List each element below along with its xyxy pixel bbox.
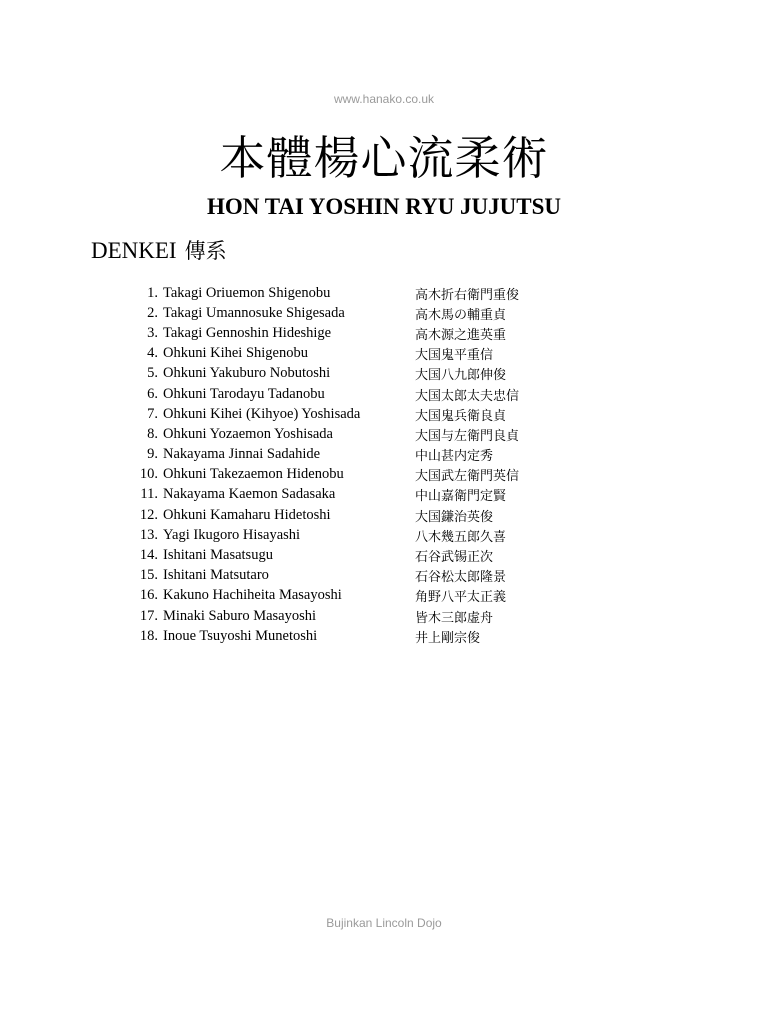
lineage-name-kanji: 大国武左衛門英信 [415, 469, 520, 485]
lineage-name-romaji: Takagi Gennoshin Hideshige [163, 324, 332, 341]
lineage-row [128, 404, 519, 424]
header-url: www.hanako.co.uk [333, 92, 435, 106]
lineage-name-kanji: 大国鬼平重信 [415, 348, 494, 364]
lineage-name-romaji: Inoue Tsuyoshi Munetoshi [163, 627, 318, 644]
lineage-name-kanji: 皆木三郎虚舟 [415, 610, 494, 626]
lineage-number: 15. [139, 567, 158, 584]
lineage-name-romaji: Minaki Saburo Masayoshi [163, 607, 317, 624]
lineage-row [128, 586, 519, 606]
lineage-name-romaji: Ohkuni Kihei (Kihyoe) Yoshisada [163, 405, 361, 422]
lineage-list [128, 283, 519, 646]
lineage-name-romaji: Ishitani Masatsugu [163, 547, 273, 564]
lineage-name-kanji: 大国鎌治英俊 [415, 509, 494, 525]
lineage-name-kanji: 高木折右衛門重俊 [415, 287, 520, 303]
lineage-number: 13. [139, 526, 158, 543]
lineage-name-romaji: Ohkuni Yozaemon Yoshisada [163, 425, 333, 442]
lineage-row [128, 525, 519, 545]
lineage-name-romaji: Nakayama Kaemon Sadasaka [163, 486, 336, 503]
lineage-name-kanji: 石谷松太郎隆景 [415, 570, 507, 586]
lineage-number: 5. [147, 365, 158, 382]
lineage-row [128, 566, 519, 586]
lineage-row [128, 424, 519, 444]
lineage-number: 10. [139, 466, 158, 483]
lineage-row [128, 545, 519, 565]
page-title-kanji: 本體楊心流柔術 [219, 131, 549, 185]
lineage-row [128, 364, 519, 384]
lineage-number: 4. [147, 345, 158, 362]
lineage-row [128, 344, 519, 364]
lineage-number: 12. [139, 506, 158, 523]
lineage-row [128, 505, 519, 525]
lineage-number: 9. [147, 446, 158, 463]
section-heading-kanji: 傳系 [184, 239, 227, 263]
lineage-number: 11. [140, 486, 158, 503]
lineage-name-kanji: 大国与左衛門良貞 [415, 428, 520, 444]
lineage-row [128, 606, 519, 626]
lineage-name-romaji: Ishitani Matsutaro [163, 567, 269, 584]
lineage-name-romaji: Nakayama Jinnai Sadahide [163, 446, 321, 463]
section-heading [91, 237, 227, 265]
footer-text: Bujinkan Lincoln Dojo [326, 916, 442, 930]
lineage-row [128, 303, 519, 323]
lineage-row [128, 323, 519, 343]
lineage-name-kanji: 石谷武锡正次 [415, 550, 494, 566]
page-title-romaji: HON TAI YOSHIN RYU JUJUTSU [206, 194, 562, 219]
lineage-name-kanji: 高木馬の輔重貞 [415, 307, 507, 323]
lineage-number: 14. [139, 547, 158, 564]
lineage-name-romaji: Ohkuni Kamaharu Hidetoshi [163, 506, 331, 523]
lineage-row [128, 485, 519, 505]
lineage-name-romaji: Kakuno Hachiheita Masayoshi [163, 587, 342, 604]
lineage-name-romaji: Takagi Oriuemon Shigenobu [163, 284, 331, 301]
lineage-row [128, 626, 519, 646]
lineage-row [128, 283, 519, 303]
lineage-number: 2. [147, 304, 158, 321]
lineage-number: 17. [139, 607, 158, 624]
lineage-name-romaji: Takagi Umannosuke Shigesada [163, 304, 345, 321]
lineage-number: 18. [139, 627, 158, 644]
lineage-name-kanji: 中山甚内定秀 [415, 449, 494, 465]
lineage-number: 3. [147, 324, 158, 341]
lineage-name-kanji: 八木幾五郎久喜 [415, 529, 507, 545]
lineage-number: 6. [147, 385, 158, 402]
section-heading-label: DENKEI [91, 238, 177, 263]
lineage-name-romaji: Yagi Ikugoro Hisayashi [163, 526, 301, 543]
lineage-name-kanji: 中山嘉衛門定賢 [415, 489, 507, 505]
lineage-name-romaji: Ohkuni Tarodayu Tadanobu [163, 385, 325, 402]
lineage-name-romaji: Ohkuni Takezaemon Hidenobu [163, 466, 344, 483]
lineage-name-kanji: 大国太郎太夫忠信 [415, 388, 520, 404]
lineage-name-kanji: 井上剛宗俊 [415, 630, 481, 646]
lineage-name-kanji: 角野八平太正義 [415, 590, 507, 606]
lineage-row [128, 445, 519, 465]
lineage-row [128, 465, 519, 485]
lineage-number: 1. [147, 284, 158, 301]
lineage-number: 16. [139, 587, 158, 604]
lineage-row [128, 384, 519, 404]
lineage-name-romaji: Ohkuni Yakuburo Nobutoshi [163, 365, 331, 382]
lineage-name-kanji: 大国八九郎伸俊 [415, 368, 507, 384]
lineage-number: 8. [147, 425, 158, 442]
lineage-number: 7. [147, 405, 158, 422]
lineage-name-kanji: 大国鬼兵衛良貞 [415, 408, 507, 424]
lineage-name-romaji: Ohkuni Kihei Shigenobu [163, 345, 308, 362]
lineage-name-kanji: 高木源之進英重 [415, 327, 507, 343]
